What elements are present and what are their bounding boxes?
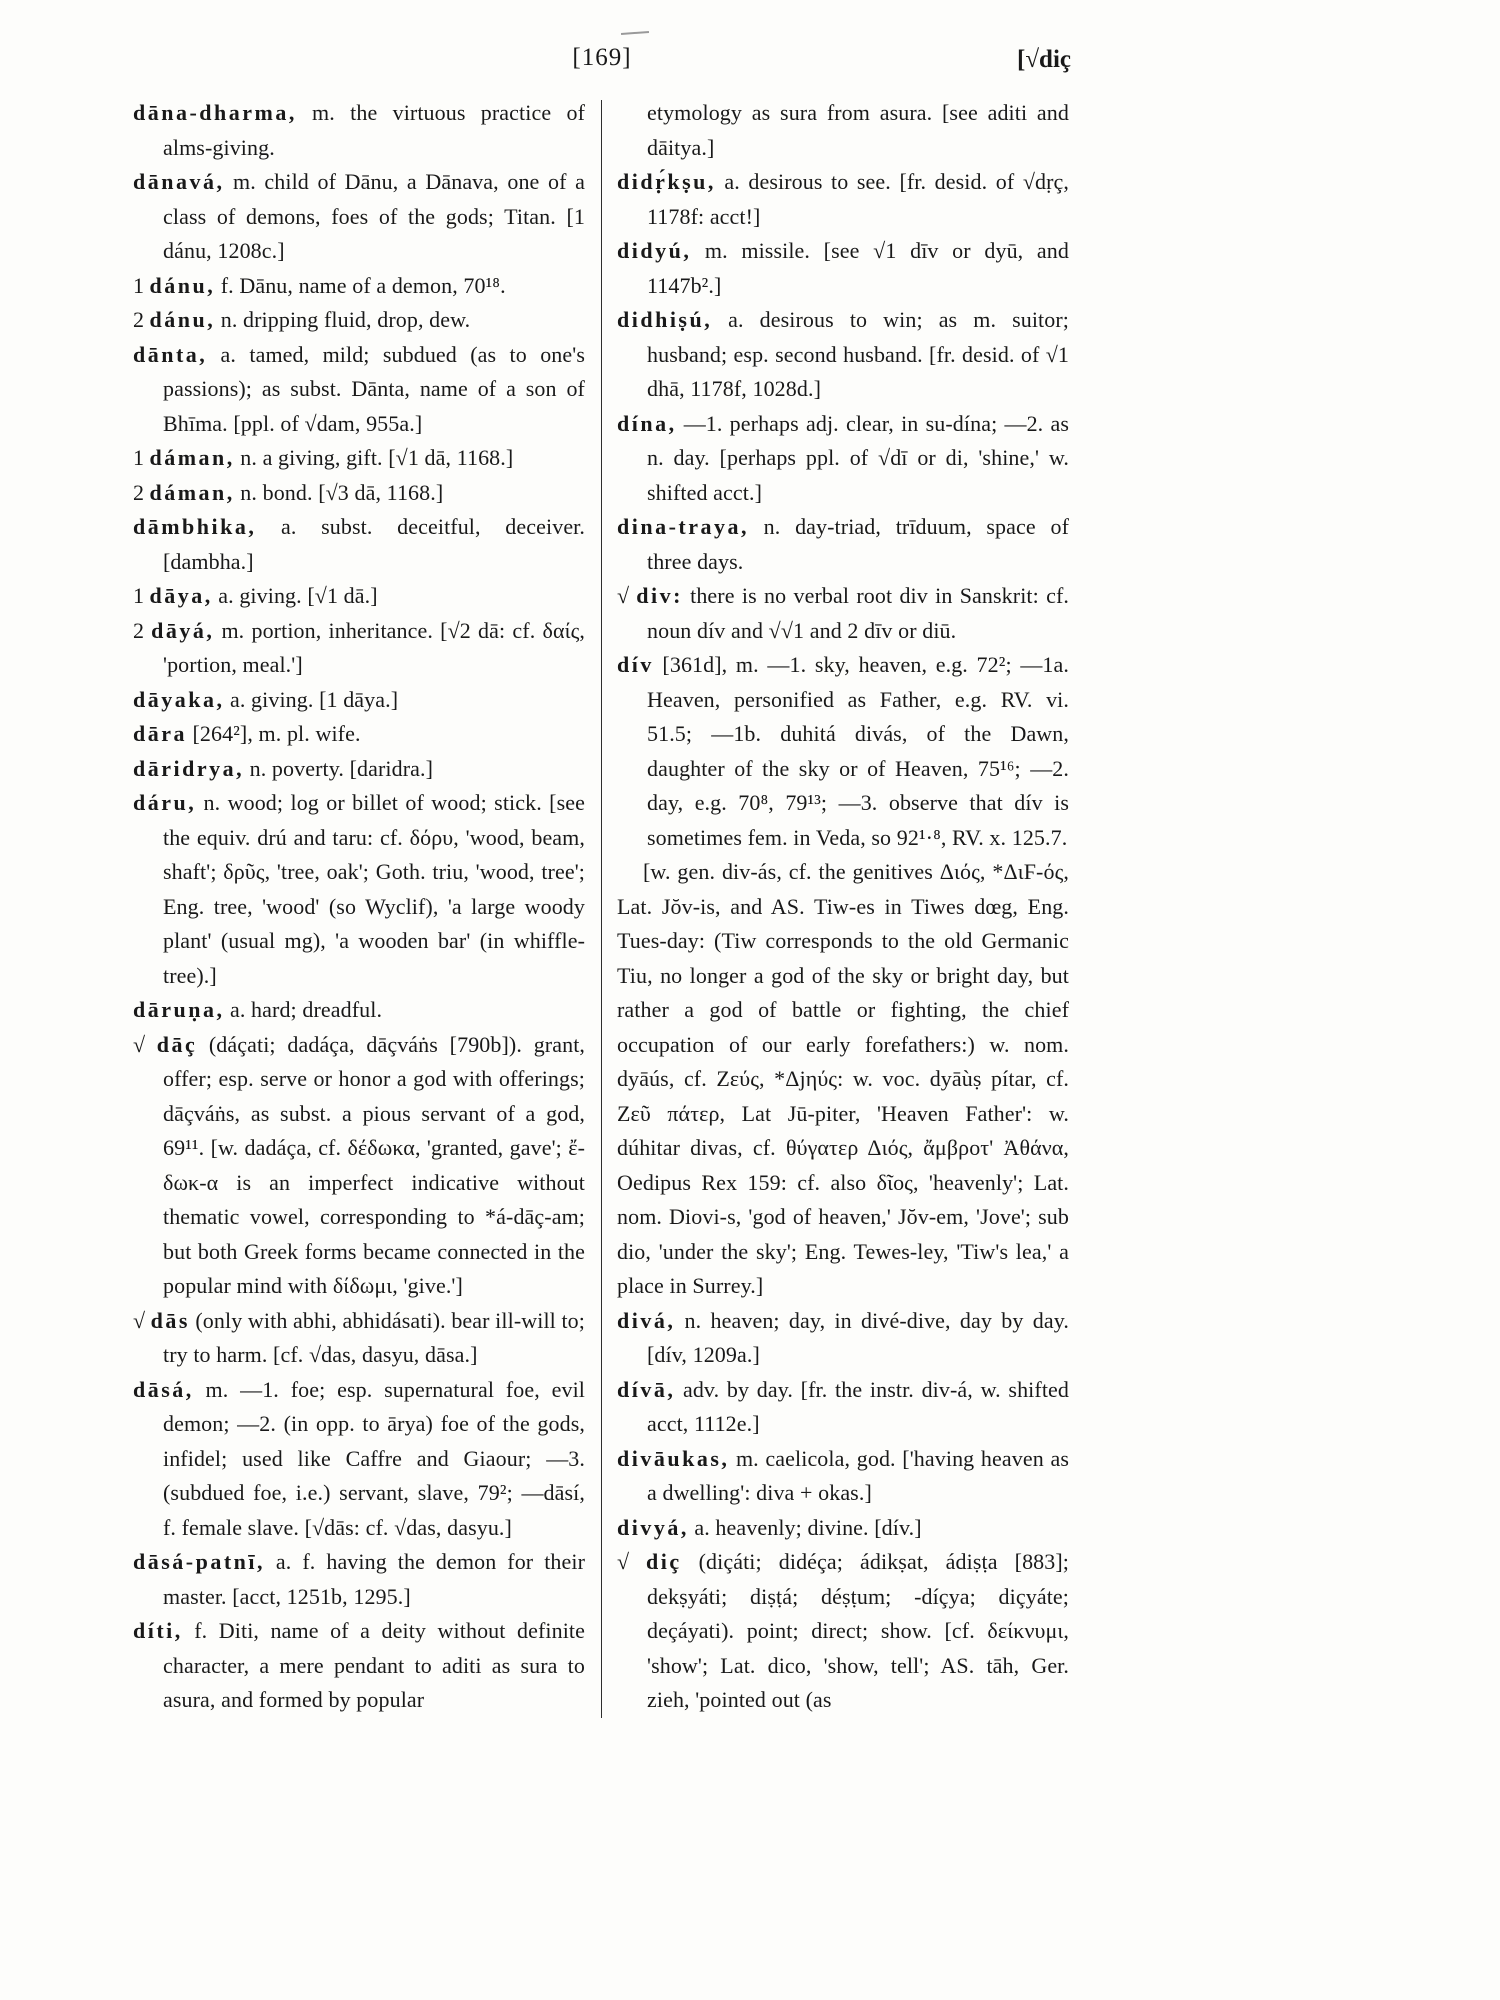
dictionary-entry xyxy=(617,1545,1069,1718)
dictionary-entry xyxy=(133,579,585,614)
headword: didṛ́kṣu, xyxy=(617,169,716,194)
page xyxy=(133,44,1071,1718)
entry-body: there is no verbal root div in Sanskrit: cf. noun dív and √√1 and 2 dīv or diū. xyxy=(647,583,1069,643)
entry-body: a. heavenly; divine. [dív.] xyxy=(694,1514,922,1540)
entry-body: m. portion, inheritance. [√2 dā: cf. δαίς, 'portion, meal.'] xyxy=(163,617,586,677)
entry-body: [w. gen. div-ás, cf. the genitives Διός, *ΔιϜ-ός, Lat. Jŏv-is, and AS. Tiw-es in Tiwes dœg, Eng. Tues-day: (Tiw corresponds to the old Germanic Tiu, no longer a god of the sky or bright day, but rather a god of battle or fighting, the chief occupation of our early forefathers:) w. nom. dyāús, cf. Ζεύς, *Δjηύς: w. voc. dyāùṣ pítar, cf. Ζεῦ πάτερ, Lat Jū-piter, 'Heaven Father': w. dúhitar divas, cf. θύγατερ Διός, ἄμβροτ' Ἀθάνα, Oedipus Rex 159: cf. also δῖος, 'heavenly'; Lat. nom. Diovi-s, 'god of heaven,' Jŏv-em, 'Jove'; sub dio, 'under the sky'; Eng. Tewes-ley, 'Tiw's lea,' a place in Surrey.] xyxy=(617,859,1069,1298)
entry-body: n. day-triad, trīduum, space of three days. xyxy=(647,514,1070,574)
entry-body: n. bond. [√3 dā, 1168.] xyxy=(240,479,444,505)
entry-prefix: 1 xyxy=(133,445,150,470)
entry-body: n. dripping fluid, drop, dew. xyxy=(220,307,471,332)
entry-body: m. caelicola, god. ['having heaven as a dwelling': diva + okas.] xyxy=(647,1445,1069,1505)
dictionary-entry xyxy=(617,407,1069,511)
headword: dāruṇa, xyxy=(133,997,225,1022)
dictionary-entry xyxy=(133,476,585,511)
headword: dānta, xyxy=(133,341,208,367)
headword: dānavá, xyxy=(133,169,225,194)
headword: dās xyxy=(150,1307,190,1333)
entry-continuation xyxy=(617,96,1069,165)
right-column xyxy=(617,96,1069,1718)
entry-body: n. wood; log or billet of wood; stick. [see the equiv. drú and taru: cf. δόρυ, 'wood, beam, shaft'; δρῦς, 'tree, oak'; Goth. triu, 'wood, tree'; Eng. tree, 'wood' (so Wyclif), 'a large woody plant' (usual mg), 'a wooden bar' (in whiffle-tree).] xyxy=(163,790,585,988)
dictionary-entry xyxy=(133,269,585,304)
entry-body: a. desirous to see. [fr. desid. of √dṛç, 1178f: acct!] xyxy=(647,169,1069,229)
headword: div: xyxy=(636,583,683,608)
entry-body: a. tamed, mild; subdued (as to one's passions); as subst. Dānta, name of a son of Bhīma. [ppl. of √dam, 955a.] xyxy=(163,341,585,436)
entry-body: etymology as sura from asura. [see aditi and dāitya.] xyxy=(647,100,1069,160)
text-columns xyxy=(133,96,1071,1718)
entry-body: (dáçati; dadáça, dāçváṅs [790b]). grant, offer; esp. serve or honor a god with offerings; dāçváṅs, as subst. a pious servant of a god, 69¹¹. [w. dadáça, cf. δέδωκα, 'granted, gave'; ἔ-δωκ-α is an imperfect indicative without thematic vowel, corresponding to *á-dāç-am; but both Greek forms became connected in the popular mind with δίδωμι, 'give.'] xyxy=(163,1031,586,1298)
dictionary-entry xyxy=(133,1304,585,1373)
headword: dāna-dharma, xyxy=(133,100,297,125)
headword: dánu, xyxy=(149,272,216,298)
entry-body: n. a giving, gift. [√1 dā, 1168.] xyxy=(240,445,514,470)
entry-body: a. giving. [1 dāya.] xyxy=(229,686,399,712)
dictionary-entry xyxy=(133,683,585,718)
entry-body: (diçáti; didéça; ádikṣat, ádiṣṭa [883]; dekṣyáti; diṣṭá; déṣṭum; -díçya; diçyáte; deçáyati). point; direct; show. [cf. δείκνυμι, 'show'; Lat. dico, 'show, tell'; AS. tāh, Ger. zieh, 'pointed out (as xyxy=(647,1549,1070,1712)
headword: dāç xyxy=(156,1031,198,1057)
entry-body: a. giving. [√1 dā.] xyxy=(218,583,378,608)
entry-body: n. poverty. [daridra.] xyxy=(249,755,434,781)
dictionary-entry xyxy=(617,303,1069,407)
headword: dāyaka, xyxy=(133,686,225,712)
page-header xyxy=(133,44,1071,88)
dictionary-entry xyxy=(133,441,585,476)
headword: didyú, xyxy=(617,238,692,263)
entry-body: [361d], m. —1. sky, heaven, e.g. 72²; —1a. Heaven, personified as Father, e.g. RV. vi. 51.5; —1b. duhitá divás, of the Dawn, daughter of the sky or of Heaven, 75¹⁶; —2. day, e.g. 70⁸, 79¹³; —3. observe that dív is sometimes fem. in Veda, so 92¹·⁸, RV. x. 125.7. xyxy=(647,652,1069,850)
dictionary-entry xyxy=(133,1028,585,1304)
left-column xyxy=(133,96,585,1718)
dictionary-entry xyxy=(617,165,1069,234)
dictionary-entry xyxy=(133,752,585,787)
dictionary-entry xyxy=(133,303,585,338)
dictionary-entry xyxy=(617,1304,1069,1373)
headword: dív xyxy=(617,652,654,677)
page-number: [169] xyxy=(572,44,632,71)
headword: diç xyxy=(646,1549,682,1574)
dictionary-entry xyxy=(133,614,585,683)
entry-prefix: 2 xyxy=(133,617,152,643)
entry-body: m. missile. [see √1 dīv or dyū, and 1147b².] xyxy=(647,238,1070,298)
headword: dāra xyxy=(133,721,187,746)
headword: dáru, xyxy=(133,790,197,815)
dictionary-entry xyxy=(133,993,585,1028)
headword: dāmbhika, xyxy=(133,514,257,539)
entry-prefix: 2 xyxy=(133,479,150,505)
dictionary-entry xyxy=(617,1511,1069,1546)
entry-body: adv. by day. [fr. the instr. div-á, w. shifted acct, 1112e.] xyxy=(647,1376,1069,1436)
entry-body: m. child of Dānu, a Dānava, one of a class of demons, foes of the gods; Titan. [1 dánu, 1208c.] xyxy=(163,169,586,263)
entry-body: f. Diti, name of a deity without definite character, a mere pendant to aditi as sura to asura, and formed by popular xyxy=(163,1618,586,1712)
headword: divyá, xyxy=(617,1514,689,1540)
note-paragraph xyxy=(617,855,1069,1304)
headword: dívā, xyxy=(617,1376,676,1402)
entry-prefix: √ xyxy=(133,1307,151,1333)
entry-prefix: 1 xyxy=(133,583,150,608)
entry-body: a. subst. deceitful, deceiver. [dambha.] xyxy=(163,514,585,574)
headword: dina-traya, xyxy=(617,514,749,539)
dictionary-entry xyxy=(617,579,1069,648)
headword: díti, xyxy=(133,1618,183,1643)
column-divider xyxy=(601,100,602,1718)
dictionary-entry xyxy=(133,1545,585,1614)
dictionary-entry xyxy=(133,717,585,752)
headword: dāya, xyxy=(149,583,213,608)
headword: dína, xyxy=(617,410,677,436)
dictionary-entry xyxy=(133,338,585,442)
headword: dāsá-patnī, xyxy=(133,1549,266,1574)
entry-body: f. Dānu, name of a demon, 70¹⁸. xyxy=(220,272,506,298)
scan-artifact xyxy=(621,31,649,35)
entry-prefix: √ xyxy=(133,1031,157,1057)
entry-prefix: 1 xyxy=(133,272,150,298)
dictionary-entry xyxy=(133,1373,585,1546)
entry-prefix: 2 xyxy=(133,307,150,332)
entry-body: a. f. having the demon for their master. [acct, 1251b, 1295.] xyxy=(163,1549,586,1609)
headword: dāsá, xyxy=(133,1376,194,1402)
headword: divá, xyxy=(617,1307,676,1333)
entry-prefix: √ xyxy=(617,583,637,608)
entry-prefix: √ xyxy=(617,1549,647,1574)
headword: dáman, xyxy=(149,445,235,470)
dictionary-entry xyxy=(617,648,1069,855)
entry-body: a. hard; dreadful. xyxy=(229,997,383,1022)
headword: divāukas, xyxy=(617,1445,730,1471)
entry-body: (only with abhi, abhidásati). bear ill-will to; try to harm. [cf. √das, dasyu, dāsa.] xyxy=(163,1307,585,1367)
entry-body: [264²], m. pl. wife. xyxy=(192,721,361,746)
headword: didhiṣú, xyxy=(617,307,713,332)
headword: dáman, xyxy=(149,479,235,505)
dictionary-entry xyxy=(617,234,1069,303)
dictionary-entry xyxy=(133,165,585,269)
headword: dāridrya, xyxy=(133,755,245,781)
dictionary-entry xyxy=(617,1373,1069,1442)
entry-body: a. desirous to win; as m. suitor; husband; esp. second husband. [fr. desid. of √1 dhā, 1178f, 1028d.] xyxy=(647,307,1070,401)
dictionary-entry xyxy=(133,510,585,579)
dictionary-entry xyxy=(133,1614,585,1718)
headword: dāyá, xyxy=(151,617,215,643)
dictionary-entry xyxy=(133,96,585,165)
dictionary-entry xyxy=(617,1442,1069,1511)
headword: dánu, xyxy=(149,307,216,332)
entry-body: m. —1. foe; esp. supernatural foe, evil demon; —2. (in opp. to ārya) foe of the gods, infidel; used like Caffre and Giaour; —3. (subdued foe, i.e.) servant, slave, 79²; —dāsí, f. female slave. [√dās: cf. √das, dasyu.] xyxy=(163,1376,586,1540)
entry-body: n. heaven; day, in divé-dive, day by day. [dív, 1209a.] xyxy=(647,1307,1069,1367)
dictionary-entry xyxy=(617,510,1069,579)
entry-body: —1. perhaps adj. clear, in su-dína; —2. as n. day. [perhaps ppl. of √dī or di, 'shine,' w. shifted acct.] xyxy=(647,410,1069,505)
dictionary-entry xyxy=(133,786,585,993)
entry-body: m. the virtuous practice of alms-giving. xyxy=(163,100,585,160)
catchword: [√diç xyxy=(1017,46,1071,73)
